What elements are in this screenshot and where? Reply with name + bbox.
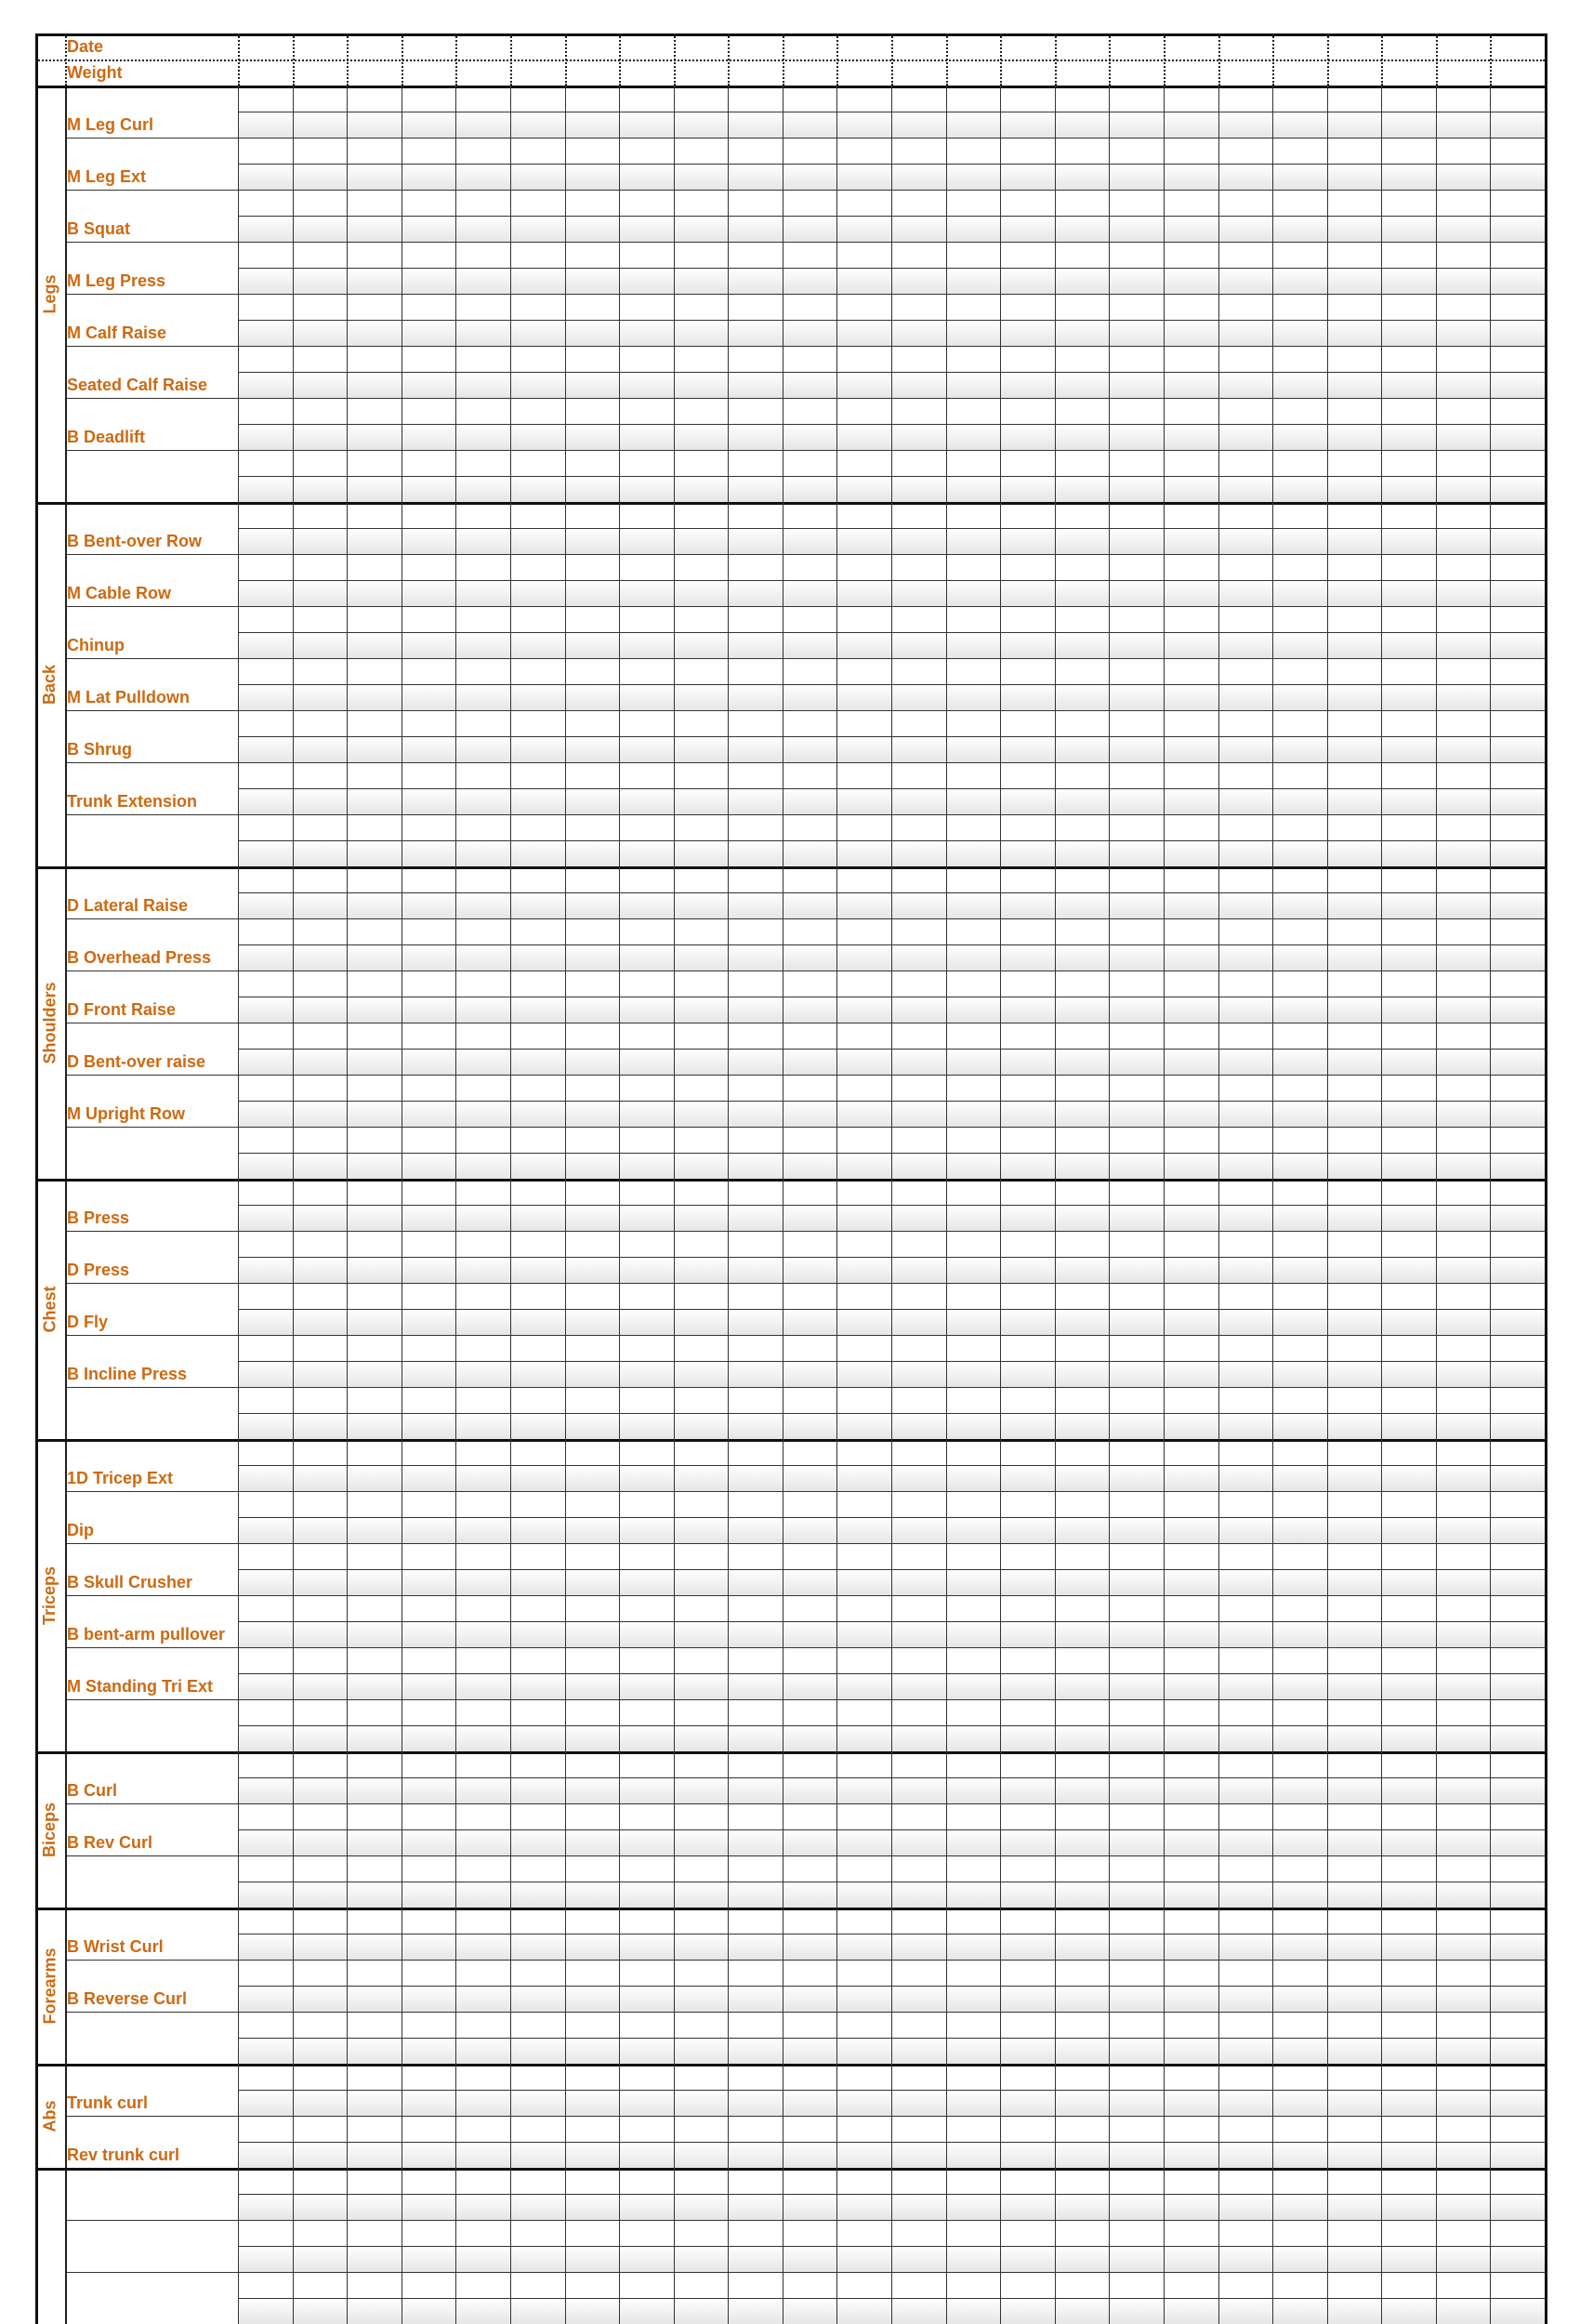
col-line bbox=[1327, 86, 1328, 2324]
col-line bbox=[455, 86, 456, 2324]
header-col-line bbox=[1436, 33, 1438, 86]
exercise-label: Chinup bbox=[67, 636, 125, 654]
col-line bbox=[1055, 86, 1056, 2324]
header-col-line bbox=[347, 33, 349, 86]
header-col-line bbox=[1218, 33, 1220, 86]
group-label bbox=[35, 86, 65, 502]
exercise-label: B Skull Crusher bbox=[67, 1573, 193, 1591]
col-line bbox=[1218, 86, 1219, 2324]
header-col-line bbox=[1490, 33, 1492, 86]
exercise-label: Seated Calf Raise bbox=[67, 376, 208, 394]
header-col-line bbox=[946, 33, 948, 86]
group-divider bbox=[65, 2168, 67, 2324]
exercise-label: B Incline Press bbox=[67, 1365, 188, 1383]
header-col-line bbox=[1055, 33, 1057, 86]
exercise-label: B Shrug bbox=[67, 740, 132, 759]
group-abs bbox=[35, 2064, 1545, 2168]
exercise-label: 1D Tricep Ext bbox=[67, 1469, 174, 1487]
header-col-line bbox=[836, 33, 838, 86]
exercise-label: Trunk curl bbox=[67, 2093, 149, 2112]
exercise-label: D Fly bbox=[67, 1313, 109, 1331]
exercise-divider bbox=[67, 1647, 238, 1648]
exercise-divider bbox=[67, 918, 238, 919]
exercise-divider bbox=[67, 554, 238, 555]
col-line bbox=[565, 86, 566, 2324]
exercise-label: Rev trunk curl bbox=[67, 2146, 180, 2164]
exercise-label: B Deadlift bbox=[67, 428, 146, 446]
weight-row bbox=[35, 59, 1545, 86]
exercise-label: B bent-arm pullover bbox=[67, 1625, 226, 1644]
group-label-text: Chest bbox=[40, 1285, 59, 1333]
header-col-line bbox=[1381, 33, 1383, 86]
exercise-divider bbox=[67, 190, 238, 191]
group-label-text: Abs bbox=[40, 2099, 59, 2133]
sheet-left-border bbox=[35, 33, 38, 2324]
col-line bbox=[347, 86, 348, 2324]
group-separator bbox=[35, 2168, 1545, 2171]
sheet-right-border bbox=[1545, 33, 1547, 2324]
header-col-line bbox=[1164, 33, 1165, 86]
exercise-label: M Leg Ext bbox=[67, 167, 147, 186]
exercise-label: B Reverse Curl bbox=[67, 1989, 188, 2008]
exercise-label: M Lat Pulldown bbox=[67, 688, 190, 706]
header-col-line bbox=[238, 33, 240, 86]
col-line bbox=[836, 86, 837, 2324]
group-label bbox=[35, 2168, 65, 2324]
col-line bbox=[1381, 86, 1382, 2324]
col-line bbox=[238, 86, 239, 2324]
exercise-divider bbox=[67, 2272, 238, 2273]
exercise-divider bbox=[67, 1491, 238, 1492]
col-line bbox=[1000, 86, 1001, 2324]
group-separator bbox=[35, 866, 1545, 869]
col-line bbox=[1164, 86, 1165, 2324]
exercise-divider bbox=[67, 294, 238, 295]
exercise-divider bbox=[67, 2116, 238, 2117]
exercise-label: M Leg Press bbox=[67, 271, 166, 290]
group-separator bbox=[35, 1179, 1545, 1182]
sheet-top-border bbox=[35, 33, 1545, 36]
group-blank bbox=[35, 2168, 1545, 2324]
group-biceps bbox=[35, 1751, 1545, 1908]
date-weight-divider bbox=[35, 59, 1545, 61]
header-col-line bbox=[674, 33, 676, 86]
exercise-label: B Curl bbox=[67, 1781, 117, 1800]
exercise-divider bbox=[67, 2220, 238, 2221]
exercise-label: D Bent-over raise bbox=[67, 1052, 206, 1071]
exercise-divider bbox=[67, 138, 238, 139]
date-row bbox=[35, 33, 1545, 59]
exercise-divider bbox=[67, 346, 238, 347]
exercise-label: D Press bbox=[67, 1261, 130, 1279]
group-separator bbox=[35, 1439, 1545, 1442]
group-label bbox=[35, 1179, 65, 1439]
exercise-label: M Cable Row bbox=[67, 584, 172, 602]
header-col-line bbox=[510, 33, 512, 86]
exercise-divider bbox=[67, 1387, 238, 1388]
exercise-divider bbox=[67, 814, 238, 815]
col-line bbox=[946, 86, 947, 2324]
header-col-line bbox=[565, 33, 567, 86]
group-label-text: Legs bbox=[40, 273, 59, 314]
exercise-label: M Leg Curl bbox=[67, 115, 153, 134]
exercise-label: B Overhead Press bbox=[67, 948, 212, 967]
col-line bbox=[510, 86, 511, 2324]
header-col-line bbox=[1327, 33, 1329, 86]
exercise-label: M Standing Tri Ext bbox=[67, 1677, 214, 1696]
group-separator bbox=[35, 2064, 1545, 2067]
header-col-line bbox=[891, 33, 893, 86]
col-line bbox=[1109, 86, 1110, 2324]
exercise-label: B Wrist Curl bbox=[67, 1937, 164, 1956]
group-shoulders bbox=[35, 866, 1545, 1179]
group-label bbox=[35, 866, 65, 1179]
exercise-divider bbox=[67, 1855, 238, 1856]
exercise-divider bbox=[67, 1595, 238, 1596]
header-col-line bbox=[402, 33, 403, 86]
exercise-label: M Upright Row bbox=[67, 1104, 185, 1123]
date-label: Date bbox=[67, 37, 104, 56]
exercise-divider bbox=[67, 1127, 238, 1128]
exercise-divider bbox=[67, 1335, 238, 1336]
header-col-line bbox=[293, 33, 295, 86]
col-line bbox=[1490, 86, 1491, 2324]
exercise-divider bbox=[67, 2012, 238, 2013]
group-label bbox=[35, 1439, 65, 1751]
header-col-line bbox=[728, 33, 730, 86]
group-separator bbox=[35, 86, 1545, 88]
group-triceps bbox=[35, 1439, 1545, 1751]
exercise-label: B Squat bbox=[67, 219, 131, 238]
exercise-label: M Calf Raise bbox=[67, 324, 167, 342]
col-line bbox=[293, 86, 294, 2324]
exercise-label: D Lateral Raise bbox=[67, 896, 189, 915]
col-line bbox=[674, 86, 675, 2324]
exercise-label: Trunk Extension bbox=[67, 792, 198, 811]
exercise-divider bbox=[67, 762, 238, 763]
group-separator bbox=[35, 1908, 1545, 1910]
exercise-divider bbox=[67, 242, 238, 243]
group-label-text: Biceps bbox=[40, 1802, 59, 1857]
group-separator bbox=[35, 502, 1545, 505]
group-label bbox=[35, 1908, 65, 2064]
exercise-divider bbox=[67, 398, 238, 399]
group-back bbox=[35, 502, 1545, 866]
exercise-divider bbox=[67, 606, 238, 607]
workout-log-sheet bbox=[35, 33, 1545, 2324]
group-label bbox=[35, 1751, 65, 1908]
exercise-divider bbox=[67, 1075, 238, 1076]
header-col-line bbox=[455, 33, 457, 86]
exercise-divider bbox=[67, 658, 238, 659]
col-line bbox=[1436, 86, 1437, 2324]
exercise-divider bbox=[67, 1283, 238, 1284]
group-label-text: Forearms bbox=[40, 1947, 59, 2025]
exercise-label: Dip bbox=[67, 1521, 94, 1539]
exercise-divider bbox=[67, 710, 238, 711]
header-label-divider bbox=[65, 33, 67, 86]
exercise-label: B Rev Curl bbox=[67, 1833, 153, 1852]
group-label bbox=[35, 502, 65, 866]
header-col-line bbox=[619, 33, 621, 86]
weight-label: Weight bbox=[67, 63, 123, 82]
group-legs bbox=[35, 86, 1545, 502]
group-forearms bbox=[35, 1908, 1545, 2064]
col-line bbox=[1272, 86, 1273, 2324]
col-line bbox=[728, 86, 729, 2324]
exercise-divider bbox=[67, 1803, 238, 1804]
exercise-divider bbox=[67, 1543, 238, 1544]
group-separator bbox=[35, 1751, 1545, 1754]
exercise-divider bbox=[67, 1960, 238, 1961]
exercise-divider bbox=[67, 450, 238, 451]
header-col-line bbox=[1109, 33, 1111, 86]
exercise-divider bbox=[67, 1699, 238, 1700]
group-label-text: Back bbox=[40, 664, 59, 705]
header-col-line bbox=[1000, 33, 1002, 86]
group-label bbox=[35, 2064, 65, 2168]
exercise-label: B Press bbox=[67, 1208, 130, 1227]
group-label-text: Triceps bbox=[40, 1565, 59, 1625]
group-label-text: Shoulders bbox=[40, 981, 59, 1064]
header-col-line bbox=[783, 33, 784, 86]
exercise-label: B Bent-over Row bbox=[67, 532, 203, 550]
col-line bbox=[619, 86, 620, 2324]
group-chest bbox=[35, 1179, 1545, 1439]
col-line bbox=[891, 86, 892, 2324]
exercise-divider bbox=[67, 1231, 238, 1232]
header-col-line bbox=[1272, 33, 1274, 86]
exercise-label: D Front Raise bbox=[67, 1000, 177, 1019]
